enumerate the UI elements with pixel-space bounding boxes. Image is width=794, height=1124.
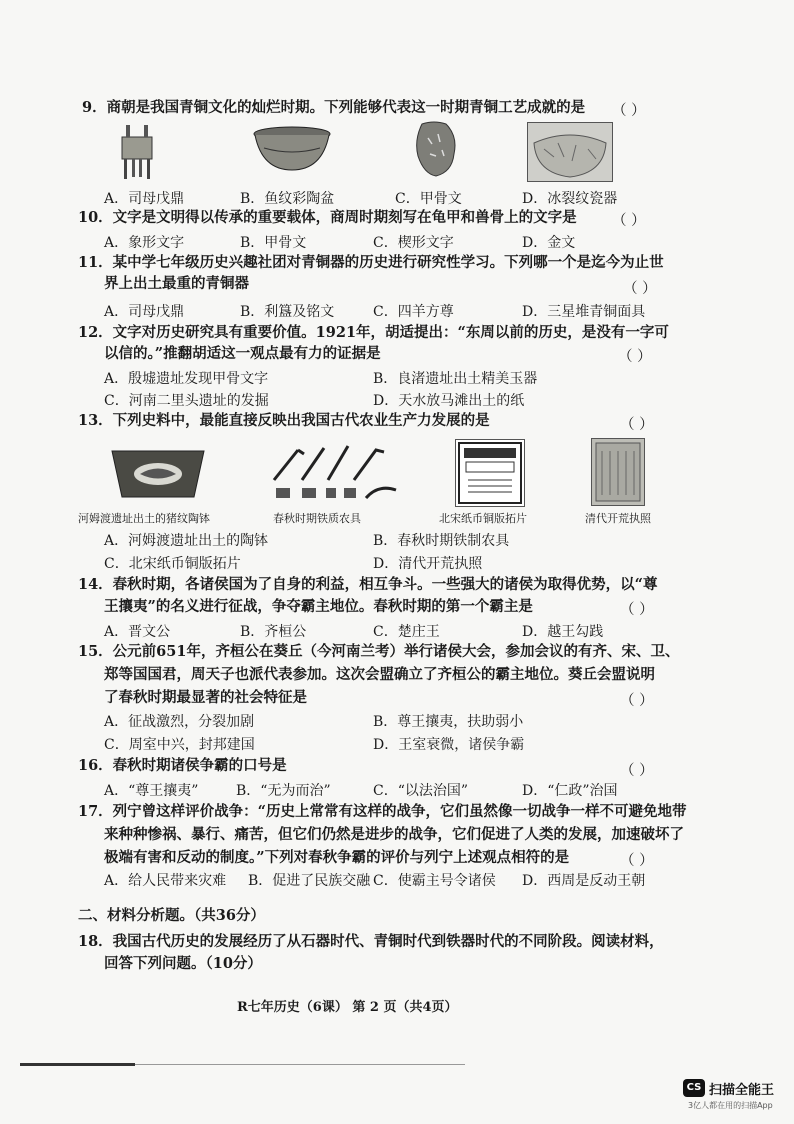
oracle-bone-image xyxy=(412,120,458,178)
question-11-line1: 11．某中学七年级历史兴趣社团对青铜器的历史进行研究性学习。下列哪一个是迄今为止世 xyxy=(78,254,664,271)
scan-edge-divider xyxy=(20,1063,135,1066)
q9-option-a: A．司母戊鼎 xyxy=(104,191,185,207)
camscanner-slogan: 3亿人都在用的扫描App xyxy=(688,1101,773,1110)
answer-paren-13: （ ） xyxy=(620,417,654,433)
question-15-line2: 郑等国国君，周天子也派代表参加。这次会盟确立了齐桓公的霸主地位。葵丘会盟说明 xyxy=(104,666,655,683)
pottery-basin-image xyxy=(252,126,332,172)
q14-option-b: B．齐桓公 xyxy=(240,624,307,640)
q12-option-b: B．良渚遗址出土精美玉器 xyxy=(373,371,538,387)
q12-option-d: D．天水放马滩出土的纸 xyxy=(373,393,525,409)
q10-option-a: A．象形文字 xyxy=(104,235,185,251)
q9-option-c: C．甲骨文 xyxy=(395,191,462,207)
question-10: 10．文字是文明得以传承的重要载体，商周时期刻写在龟甲和兽骨上的文字是 xyxy=(78,209,577,226)
question-16: 16．春秋时期诸侯争霸的口号是 xyxy=(78,757,287,774)
answer-paren-12: （ ） xyxy=(618,349,652,365)
q10-option-d: D．金文 xyxy=(522,235,576,251)
q14-option-a: A．晋文公 xyxy=(104,624,171,640)
camscanner-name: 扫描全能王 xyxy=(709,1083,775,1098)
caption-pig-bowl: 河姆渡遗址出土的猪纹陶钵 xyxy=(78,512,210,525)
q14-option-c: C．楚庄王 xyxy=(373,624,440,640)
q15-option-a: A．征战激烈，分裂加剧 xyxy=(104,714,255,730)
bronze-ding-image xyxy=(118,123,156,181)
caption-paper-money: 北宋纸币铜版拓片 xyxy=(439,512,527,525)
question-12-line1: 12．文字对历史研究具有重要价值。1921年，胡适提出：“东周以前的历史，是没有一字可 xyxy=(78,324,669,341)
question-11-line2: 界上出土最重的青铜器 xyxy=(104,275,249,292)
question-12-line2: 以信的。”推翻胡适这一观点最有力的证据是 xyxy=(104,345,381,362)
q16-option-d: D．“仁政”治国 xyxy=(522,783,618,799)
q16-option-b: B．“无为而治” xyxy=(236,783,331,799)
q15-option-d: D．王室衰微，诸侯争霸 xyxy=(373,737,525,753)
question-14-line2: 王攘夷”的名义进行征战，争夺霸主地位。春秋时期的第一个霸主是 xyxy=(104,598,533,615)
question-17-line2: 来种种惨祸、暴行、痛苦，但它们仍然是进步的战争，它们促进了人类的发展，加速破坏了 xyxy=(104,826,684,843)
q15-option-b: B．尊王攘夷，扶助弱小 xyxy=(373,714,524,730)
q17-option-b: B．促进了民族交融 xyxy=(248,873,371,889)
q9-option-b: B．鱼纹彩陶盆 xyxy=(240,191,335,207)
q13-option-a: A．河姆渡遗址出土的陶钵 xyxy=(104,533,269,549)
q9-option-d: D．冰裂纹瓷器 xyxy=(522,191,618,207)
paper-money-rubbing-image xyxy=(455,439,525,507)
q17-option-c: C．使霸主号令诸侯 xyxy=(373,873,496,889)
q11-option-d: D．三星堆青铜面具 xyxy=(522,304,646,320)
q16-option-a: A．“尊王攘夷” xyxy=(104,783,199,799)
q11-option-b: B．利簋及铭文 xyxy=(240,304,335,320)
section-2-heading: 二、材料分析题。（共36分） xyxy=(78,907,265,924)
question-14-line1: 14．春秋时期，各诸侯国为了自身的利益，相互争斗。一些强大的诸侯为取得优势，以“尊 xyxy=(78,576,658,593)
answer-paren-14: （ ） xyxy=(620,602,654,618)
caption-iron-tools: 春秋时期铁质农具 xyxy=(273,512,361,525)
crackle-porcelain-image xyxy=(527,122,613,182)
scan-edge-divider-thin xyxy=(135,1064,465,1065)
q13-option-d: D．清代开荒执照 xyxy=(373,556,483,572)
q14-option-d: D．越王勾践 xyxy=(522,624,604,640)
answer-paren-17: （ ） xyxy=(620,853,654,869)
camscanner-logo-icon: CS xyxy=(683,1079,705,1097)
question-15-line1: 15．公元前651年，齐桓公在葵丘（今河南兰考）举行诸侯大会，参加会议的有齐、宋、卫、 xyxy=(78,643,680,660)
answer-paren-16: （ ） xyxy=(620,763,654,779)
q10-option-c: C．楔形文字 xyxy=(373,235,454,251)
q11-option-c: C．四羊方尊 xyxy=(373,304,454,320)
answer-paren-11: （ ） xyxy=(623,281,657,297)
q15-option-c: C．周室中兴，封邦建国 xyxy=(104,737,255,753)
pig-pattern-bowl-image xyxy=(110,447,206,499)
q17-option-d: D．西周是反动王朝 xyxy=(522,873,646,889)
q12-option-a: A．殷墟遗址发现甲骨文字 xyxy=(104,371,269,387)
q10-option-b: B．甲骨文 xyxy=(240,235,307,251)
question-18-line2: 回答下列问题。（10分） xyxy=(104,955,262,972)
answer-paren-15: （ ） xyxy=(620,693,654,709)
iron-farm-tools-image xyxy=(268,440,402,504)
q13-option-b: B．春秋时期铁制农具 xyxy=(373,533,510,549)
question-13: 13．下列史料中，最能直接反映出我国古代农业生产力发展的是 xyxy=(78,412,490,429)
answer-paren-10: （ ） xyxy=(612,213,646,229)
q11-option-a: A．司母戊鼎 xyxy=(104,304,185,320)
q16-option-c: C．“以法治国” xyxy=(373,783,469,799)
question-17-line1: 17．列宁曾这样评价战争：“历史上常常有这样的战争，它们虽然像一切战争一样不可避免地带 xyxy=(78,803,687,820)
q17-option-a: A．给人民带来灾难 xyxy=(104,873,227,889)
question-17-line3: 极端有害和反动的制度。”下列对春秋争霸的评价与列宁上述观点相符的是 xyxy=(104,849,570,866)
page-footer: R七年历史（6课） 第 2 页（共4页） xyxy=(237,1000,458,1015)
question-18-line1: 18．我国古代历史的发展经历了从石器时代、青铜时代到铁器时代的不同阶段。阅读材料， xyxy=(78,933,664,950)
q13-option-c: C．北宋纸币铜版拓片 xyxy=(104,556,241,572)
caption-license: 清代开荒执照 xyxy=(585,512,651,525)
q12-option-c: C．河南二里头遗址的发掘 xyxy=(104,393,269,409)
question-15-line3: 了春秋时期最显著的社会特征是 xyxy=(104,689,307,706)
question-9: 9．商朝是我国青铜文化的灿烂时期。下列能够代表这一时期青铜工艺成就的是 xyxy=(82,99,586,116)
land-reclamation-license-image xyxy=(591,438,645,506)
answer-paren-9: （ ） xyxy=(612,103,646,119)
